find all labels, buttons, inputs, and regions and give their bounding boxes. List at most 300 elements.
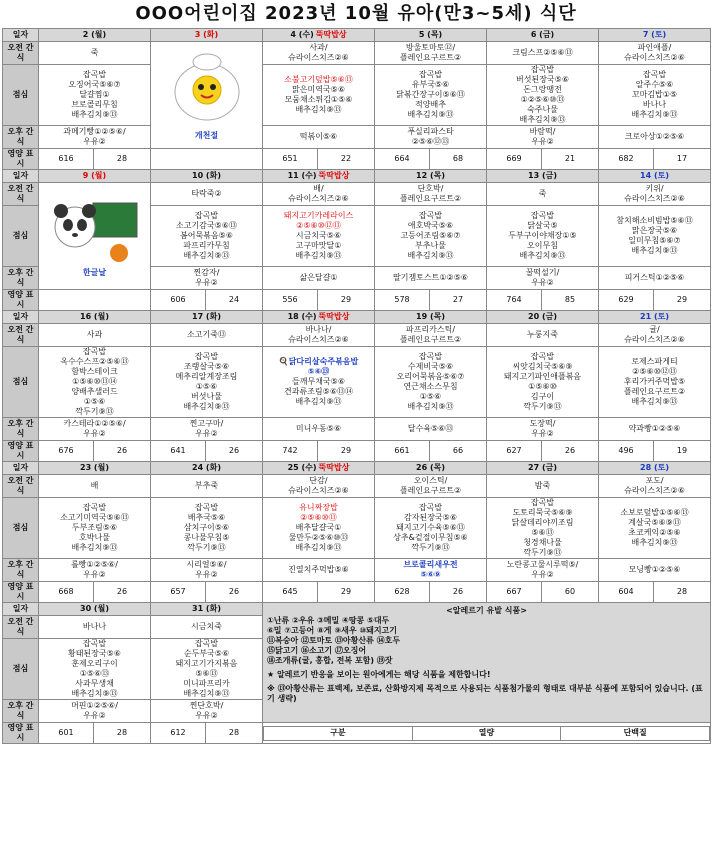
units-header-energy: 열량 [412, 726, 561, 740]
nutrition-empty [39, 290, 151, 311]
protein-text: 26 [116, 587, 128, 596]
row-label-text: 오전 간식 [7, 325, 34, 344]
lunch-text: 잡곡밥 수제비국⑤⑥ 오리어묵볶음⑤⑥⑦ 연근채소스무침 ①⑤⑥ 배추김치⑨⑬ [396, 352, 465, 411]
lunch-text: 잡곡밥 도토리묵국⑤⑥⑨ 닭살데리야끼조림 ⑤⑥⑬ 청경채나물 깍두기⑨⑬ [511, 498, 574, 557]
lunch-cell [39, 347, 151, 418]
kcal-value [263, 582, 318, 603]
lunch-text: 잡곡밥 순두부국⑤⑥ 돼지고기가지볶음 ⑤⑥⑬ 미니파프리카 배추김치⑨⑬ [175, 639, 238, 698]
row-label-text: 영양 표시 [7, 290, 34, 309]
row-label-text: 오전 간식 [7, 476, 34, 495]
snack-text: 단호박/ 플레인요구르트② [399, 184, 462, 203]
date-header [487, 29, 599, 42]
kcal-text: 676 [58, 446, 74, 455]
snack-text: 바나나/ 슈라이스치즈②⑥ [288, 325, 349, 344]
date-text: 3 (화) [194, 30, 219, 39]
morning-snack-cell [151, 616, 263, 639]
lunch-text: 로제스파게티 ②⑤⑥⑩⑫⑬ 후리가커주먹밥⑤ 플레인요구르트② 배추김치⑨⑬ [623, 357, 686, 406]
row-label-pm [3, 700, 39, 723]
protein-text: 24 [228, 295, 240, 304]
row-label-text: 오전 간식 [7, 43, 34, 62]
lunch-cell [151, 639, 263, 700]
kcal-value [375, 290, 430, 311]
kcal-text: 641 [170, 446, 186, 455]
protein-value [318, 582, 375, 603]
morning-snack-cell [39, 616, 151, 639]
afternoon-snack-cell [599, 267, 711, 290]
snack-text: 키위/ 슈라이스치즈②⑥ [624, 184, 685, 203]
lunch-text: 잡곡밥 옥수수스프②⑤⑥⑬ 함박스테이크 ①⑤⑥⑩⑬⑭ 양배추샐러드 ①⑤⑥ 깍두기⑨⑬ [60, 347, 129, 416]
date-text: 14 (토) [640, 171, 669, 180]
date-text: 17 (화) [192, 312, 221, 321]
snack-text: 타락죽② [191, 189, 222, 198]
lunch-cell [487, 347, 599, 418]
kcal-value [39, 441, 94, 462]
date-text: 13 (금) [528, 171, 557, 180]
afternoon-text: 머핀①②⑤⑥/ 우유② [71, 701, 118, 720]
morning-snack-cell [151, 475, 263, 498]
lunch-text: 잡곡밥 소고기감국⑤⑥⑬ 봄어묵볶음⑤⑥ 파프리카무침 배추김치⑨⑬ [176, 211, 237, 260]
row-label-nu [3, 723, 39, 744]
kcal-value [599, 149, 654, 170]
date-text: 19 (목) [416, 312, 445, 321]
lunch-cell [263, 347, 375, 418]
holiday-label: 한글날 [82, 267, 107, 277]
lunch-text: 소불고기덮밥⑤⑥⑬ 맑은미역국⑤⑥ 모둠채소튀김①⑤⑥ 배추김치⑨⑬ [284, 75, 353, 114]
kcal-text: 669 [506, 154, 522, 163]
afternoon-text: 시리얼⑤⑥/ 우유② [186, 560, 227, 579]
morning-snack-cell [599, 183, 711, 206]
afternoon-text: 모닝빵①②⑤⑥ [628, 565, 681, 574]
nutrition-empty [151, 149, 263, 170]
morning-snack-cell [487, 42, 599, 65]
date-header [151, 29, 263, 42]
row-label-lunch [3, 206, 39, 267]
snack-text: 소고기죽⑬ [187, 330, 226, 339]
menu-table [2, 28, 711, 744]
afternoon-snack-cell [39, 559, 151, 582]
morning-snack-cell [599, 324, 711, 347]
morning-snack-cell [487, 324, 599, 347]
row-label-text: 일자 [12, 604, 29, 613]
afternoon-text: 푸실리파스타 ②⑤⑥⑫⑬ [407, 127, 454, 146]
row-label-text: 점심 [12, 664, 29, 673]
protein-value [206, 723, 263, 744]
week-5-hdr-row [3, 603, 711, 616]
afternoon-snack-cell [599, 126, 711, 149]
holiday-cell [151, 42, 263, 149]
afternoon-snack-cell [39, 700, 151, 723]
afternoon-snack-cell [151, 267, 263, 290]
row-label-text: 일자 [12, 171, 29, 180]
protein-value [542, 582, 599, 603]
row-label-text: 오전 간식 [7, 184, 34, 203]
kcal-text: 601 [58, 728, 74, 737]
lunch-text: 🍳닭다리살숙주볶음밥 ⑤⑥⑬ 들깨무채국⑤⑥ 견과류조림⑤⑥⑬⑭ 배추김치⑨⑬ [278, 357, 359, 406]
row-label-text: 점심 [12, 90, 29, 99]
protein-text: 29 [676, 295, 688, 304]
snack-text: 단감/ 슈라이스치즈②⑥ [288, 476, 349, 495]
morning-snack-cell [151, 183, 263, 206]
morning-snack-cell [375, 324, 487, 347]
morning-snack-cell [151, 324, 263, 347]
lunch-cell [263, 206, 375, 267]
snack-text: 파프리카스틱/ 플레인요구르트② [399, 325, 462, 344]
snack-text: 사과/ 슈라이스치즈②⑥ [288, 43, 349, 62]
snack-text: 바나나 [82, 622, 107, 631]
date-header [263, 29, 375, 42]
afternoon-text: 미니우동⑤⑥ [295, 424, 342, 433]
kcal-value [375, 582, 430, 603]
date-header [375, 462, 487, 475]
protein-text: 26 [228, 446, 240, 455]
afternoon-snack-cell [151, 418, 263, 441]
date-header [151, 462, 263, 475]
lunch-text: 잡곡밥 씨앗김치국⑤⑥⑨ 돼지고기파인애플볶음 ①⑤⑥⑩ 김구이 깍두기⑨⑬ [503, 352, 582, 411]
row-label-hdr [3, 311, 39, 324]
date-text: 4 (수) [290, 30, 314, 39]
protein-text: 28 [676, 587, 688, 596]
protein-value [94, 582, 151, 603]
allergy-line: ⑮닭고기 ⑯소고기 ⑰오징어 [267, 646, 367, 655]
morning-snack-cell [39, 42, 151, 65]
date-text: 10 (화) [192, 171, 221, 180]
row-label-text: 일자 [12, 30, 29, 39]
date-text: 27 (금) [528, 463, 557, 472]
lunch-text: 잡곡밥 소고기미역국⑤⑥⑬ 두부조림⑤⑥ 호박나물 배추김치⑨⑬ [60, 503, 129, 552]
afternoon-text: 꿀떡설기/ 우유② [525, 268, 560, 287]
date-header [375, 170, 487, 183]
date-header [263, 311, 375, 324]
kcal-text: 496 [618, 446, 634, 455]
kcal-text: 661 [394, 446, 410, 455]
date-text: 20 (금) [528, 312, 557, 321]
date-text: 2 (월) [82, 30, 107, 39]
lunch-text: 잡곡밥 애호박국⑤⑥ 고등어조림⑤⑥⑦ 부추나물 배추김치⑨⑬ [400, 211, 461, 260]
kcal-text: 556 [282, 295, 298, 304]
row-label-text: 일자 [12, 463, 29, 472]
row-label-text: 오후 간식 [7, 560, 34, 579]
week-3-lunch-row [3, 347, 711, 418]
afternoon-text: 롤빵①②⑤⑥/ 우유② [71, 560, 118, 579]
snack-text: 파인애플/ 슈라이스치즈②⑥ [624, 43, 685, 62]
protein-text: 26 [228, 587, 240, 596]
afternoon-snack-cell [487, 559, 599, 582]
week-4-snack-row [3, 475, 711, 498]
afternoon-text: 피거스틱①②⑤⑥ [624, 273, 685, 282]
morning-snack-cell [39, 475, 151, 498]
kcal-text: 651 [282, 154, 298, 163]
date-text: 11 (수) [287, 171, 317, 180]
protein-value [318, 290, 375, 311]
lunch-cell [263, 498, 375, 559]
date-text: 16 (월) [80, 312, 109, 321]
row-label-hdr [3, 29, 39, 42]
allergy-line: ①난류 ②우유 ③메밀 ④땅콩 ⑤대두 [267, 616, 390, 625]
date-text: 7 (토) [642, 30, 667, 39]
units-header-type: 구분 [264, 726, 413, 740]
kcal-value [151, 441, 206, 462]
protein-value [318, 441, 375, 462]
page-title: OOO어린이집 2023년 10월 유아(만3~5세) 식단 [135, 3, 577, 24]
afternoon-text: 찐단호박/ 우유② [189, 701, 224, 720]
date-text: 28 (토) [640, 463, 669, 472]
date-header [487, 311, 599, 324]
lunch-text: 소보로덮밥①⑤⑥⑬ 계살국⑤⑥⑨⑬ 초코케익②⑤⑥ 배추김치⑨⑬ [620, 508, 689, 547]
week-1-pm-row [3, 126, 711, 149]
week-1-lunch-row [3, 65, 711, 126]
afternoon-snack-cell [263, 267, 375, 290]
lunch-cell [263, 65, 375, 126]
row-label-pm [3, 126, 39, 149]
protein-text: 28 [228, 728, 240, 737]
week-2-snack-row [3, 183, 711, 206]
kcal-value [487, 441, 542, 462]
afternoon-text: 브로콜리새우전 ⑤⑥⑨ [403, 560, 458, 579]
lunch-cell [39, 498, 151, 559]
date-header [487, 170, 599, 183]
allergy-note: ★ 알레르기 반응을 보이는 원아에게는 해당 식품을 제한합니다! [267, 670, 491, 679]
lunch-text: 잡곡밥 닭살국⑤ 두부구이야채장①⑤ 오이무침 배추김치⑨⑬ [508, 211, 577, 260]
date-text: 6 (금) [530, 30, 555, 39]
date-header [151, 603, 263, 616]
row-label-nu [3, 582, 39, 603]
lunch-cell [151, 498, 263, 559]
week-2-hdr-row [3, 170, 711, 183]
row-label-snack [3, 616, 39, 639]
afternoon-text: 찐감자/ 우유② [193, 268, 220, 287]
afternoon-text: 과메기빵①②⑤⑥/ 우유② [63, 127, 126, 146]
protein-value [542, 441, 599, 462]
afternoon-snack-cell [487, 418, 599, 441]
date-text: 25 (수) [287, 463, 317, 472]
date-header [39, 29, 151, 42]
snack-text: 시금치죽 [191, 622, 222, 631]
lunch-text: 잡곡밥 배추국⑤⑥ 삼치구이⑤⑥ 콩나물무침⑤ 깍두기⑨⑬ [183, 503, 230, 552]
kcal-value [375, 149, 430, 170]
snack-text: 배 [90, 481, 99, 490]
kcal-text: 668 [58, 587, 74, 596]
protein-value [654, 290, 711, 311]
date-text: 12 (목) [416, 171, 445, 180]
morning-snack-cell [263, 475, 375, 498]
special-meal-tag: 뚝딱밥상 [315, 30, 347, 39]
kcal-value [487, 290, 542, 311]
allergy-line: ⑪복숭아 ⑫토마토 ⑬아황산류 ⑭호두 [267, 636, 401, 645]
kcal-value [487, 582, 542, 603]
kcal-value [39, 582, 94, 603]
kcal-value [151, 290, 206, 311]
date-header [151, 170, 263, 183]
lunch-text: 잡곡밥 감자된장국⑤⑥ 돼지고기수육⑤⑥⑬ 상추&겉절이무침⑤⑥ 깍두기⑨⑬ [393, 503, 468, 552]
morning-snack-cell [599, 475, 711, 498]
row-label-hdr [3, 603, 39, 616]
protein-text: 85 [564, 295, 576, 304]
special-meal-tag: 뚝딱밥상 [318, 171, 350, 180]
lunch-text: 잡곡밥 버섯된장국⑤⑥ 돈그랑땡전 ①②⑤⑥⑩⑬ 숙주나물 배추김치⑨⑬ [516, 65, 569, 124]
protein-text: 29 [340, 587, 352, 596]
afternoon-text: 바람떡/ 우유② [529, 127, 556, 146]
lunch-text: 잡곡밥 황태된장국⑤⑥ 훈제오리구이 ①⑤⑥⑬ 사과무생채 배추김치⑨⑬ [68, 639, 121, 698]
afternoon-snack-cell [39, 126, 151, 149]
allergy-title: <알레르기 유발 식품> [446, 606, 527, 615]
kcal-value [375, 441, 430, 462]
protein-value [654, 441, 711, 462]
kcal-text: 667 [506, 587, 522, 596]
afternoon-text: 떡볶이⑤⑥ [299, 132, 338, 141]
chef-hat-icon: 🍳 [278, 357, 289, 366]
protein-value [654, 582, 711, 603]
kcal-text: 627 [506, 446, 522, 455]
protein-value [654, 149, 711, 170]
kcal-value [151, 582, 206, 603]
row-label-pm [3, 418, 39, 441]
allergy-note-sulfite: ※ ⑬아황산류는 표백제, 보존료, 산화방지제 목적으로 사용되는 식품첨가물의 형태로 대부분 식품에 포함되어 있습니다. (표기 생략) [267, 684, 703, 703]
allergy-line: ⑥밀 ⑦고등어 ⑧게 ⑨새우 ⑩돼지고기 [267, 626, 398, 635]
lunch-cell [375, 347, 487, 418]
special-meal-tag: 뚝딱밥상 [318, 463, 350, 472]
snack-text: 포도/ 슈라이스치즈②⑥ [624, 476, 685, 495]
featured-dish: 닭다리살숙주볶음밥 ⑤⑥⑬ [288, 357, 359, 376]
date-header [599, 170, 711, 183]
snack-text: 크림스프②⑤⑥⑬ [512, 48, 573, 57]
afternoon-text: 딸기잼토스트①②⑤⑥ [392, 273, 469, 282]
protein-text: 60 [564, 587, 576, 596]
afternoon-text: 도장떡/ 우유② [529, 419, 556, 438]
protein-value [318, 149, 375, 170]
date-header [487, 462, 599, 475]
protein-value [206, 582, 263, 603]
lunch-cell [487, 65, 599, 126]
row-label-text: 영양 표시 [7, 441, 34, 460]
row-label-nu [3, 441, 39, 462]
afternoon-snack-cell [599, 559, 711, 582]
lunch-text: 잡곡밥 조랭살국⑤⑥ 메추리알계장조림 ①⑤⑥ 버섯나물 배추김치⑨⑬ [175, 352, 238, 411]
protein-text: 29 [340, 446, 352, 455]
date-header [39, 311, 151, 324]
kcal-value [487, 149, 542, 170]
week-3-pm-row [3, 418, 711, 441]
afternoon-snack-cell [263, 126, 375, 149]
featured-dish: 소불고기덮밥⑤⑥⑬ [284, 75, 353, 84]
lunch-cell [151, 206, 263, 267]
afternoon-snack-cell [487, 126, 599, 149]
units-header-protein: 단백질 [561, 726, 710, 740]
morning-snack-cell [487, 183, 599, 206]
row-label-pm [3, 559, 39, 582]
lunch-cell [599, 347, 711, 418]
lunch-cell [375, 65, 487, 126]
snack-text: 오이스틱/ 플레인요구르트② [399, 476, 462, 495]
row-label-snack [3, 183, 39, 206]
date-text: 21 (토) [640, 312, 669, 321]
kcal-value [39, 149, 94, 170]
snack-text: 죽 [90, 48, 99, 57]
row-label-text: 오후 간식 [7, 701, 34, 720]
row-label-text: 일자 [12, 312, 29, 321]
afternoon-text: 노란콩고물시루떡⑤/ 우유② [506, 560, 579, 579]
date-text: 23 (월) [80, 463, 109, 472]
snack-text: 누룽지죽 [527, 330, 558, 339]
protein-text: 68 [452, 154, 464, 163]
afternoon-snack-cell [151, 559, 263, 582]
lunch-cell [39, 65, 151, 126]
row-label-hdr [3, 170, 39, 183]
morning-snack-cell [375, 42, 487, 65]
morning-snack-cell [487, 475, 599, 498]
lunch-cell [151, 347, 263, 418]
kcal-text: 606 [170, 295, 186, 304]
lunch-text: 잡곡밥 유부국⑤⑥ 닭볶간장구이⑤⑥⑬ 적양배추 배추김치⑨⑬ [396, 70, 465, 119]
row-label-lunch [3, 65, 39, 126]
date-text: 9 (월) [82, 171, 107, 180]
week-3-snack-row [3, 324, 711, 347]
kcal-value [263, 441, 318, 462]
row-label-nu [3, 149, 39, 170]
week-2-nu-row [3, 290, 711, 311]
snack-text: 배/ 슈라이스치즈②⑥ [288, 184, 349, 203]
week-4-hdr-row [3, 462, 711, 475]
lunch-cell [375, 206, 487, 267]
week-5-nu-row [3, 723, 711, 744]
protein-value [94, 149, 151, 170]
protein-text: 26 [452, 587, 464, 596]
kcal-value [39, 723, 94, 744]
protein-value [206, 290, 263, 311]
snack-text: 밤죽 [534, 481, 551, 490]
row-label-text: 오전 간식 [7, 617, 34, 636]
protein-text: 22 [340, 154, 352, 163]
kcal-text: 764 [506, 295, 522, 304]
date-header [599, 29, 711, 42]
afternoon-snack-cell [263, 559, 375, 582]
date-text: 18 (수) [287, 312, 317, 321]
afternoon-text: 진열치주먹밥⑤⑥ [288, 565, 349, 574]
kcal-text: 645 [282, 587, 298, 596]
row-label-snack [3, 324, 39, 347]
afternoon-text: 카스테라①②⑤⑥/ 우유② [63, 419, 126, 438]
afternoon-snack-cell [151, 700, 263, 723]
date-text: 31 (화) [192, 604, 221, 613]
afternoon-snack-cell [39, 418, 151, 441]
kcal-text: 664 [394, 154, 410, 163]
morning-snack-cell [263, 42, 375, 65]
lunch-text: 참치해소비빔밥⑤⑥⑬ 맑은장국⑤⑥ 일미무침⑤⑥⑦ 배추김치⑨⑬ [616, 216, 693, 255]
afternoon-snack-cell [375, 418, 487, 441]
lunch-cell [487, 498, 599, 559]
kcal-value [599, 441, 654, 462]
snack-text: 부추죽 [194, 481, 219, 490]
featured-dish: 유니짜장밥 ②⑤⑥⑩⑬ [299, 503, 338, 522]
afternoon-snack-cell [599, 418, 711, 441]
row-label-text: 점심 [12, 377, 29, 386]
protein-value [206, 441, 263, 462]
kcal-value [263, 149, 318, 170]
morning-snack-cell [599, 42, 711, 65]
protein-text: 29 [340, 295, 352, 304]
protein-value [430, 149, 487, 170]
date-header [39, 603, 151, 616]
row-label-text: 오후 간식 [7, 127, 34, 146]
row-label-hdr [3, 462, 39, 475]
snack-text: 귤/ 슈라이스치즈②⑥ [624, 325, 685, 344]
protein-text: 28 [116, 154, 128, 163]
week-4-nu-row [3, 582, 711, 603]
lunch-cell [375, 498, 487, 559]
protein-value [430, 441, 487, 462]
kcal-text: 612 [170, 728, 186, 737]
kcal-value [263, 290, 318, 311]
date-header [263, 462, 375, 475]
